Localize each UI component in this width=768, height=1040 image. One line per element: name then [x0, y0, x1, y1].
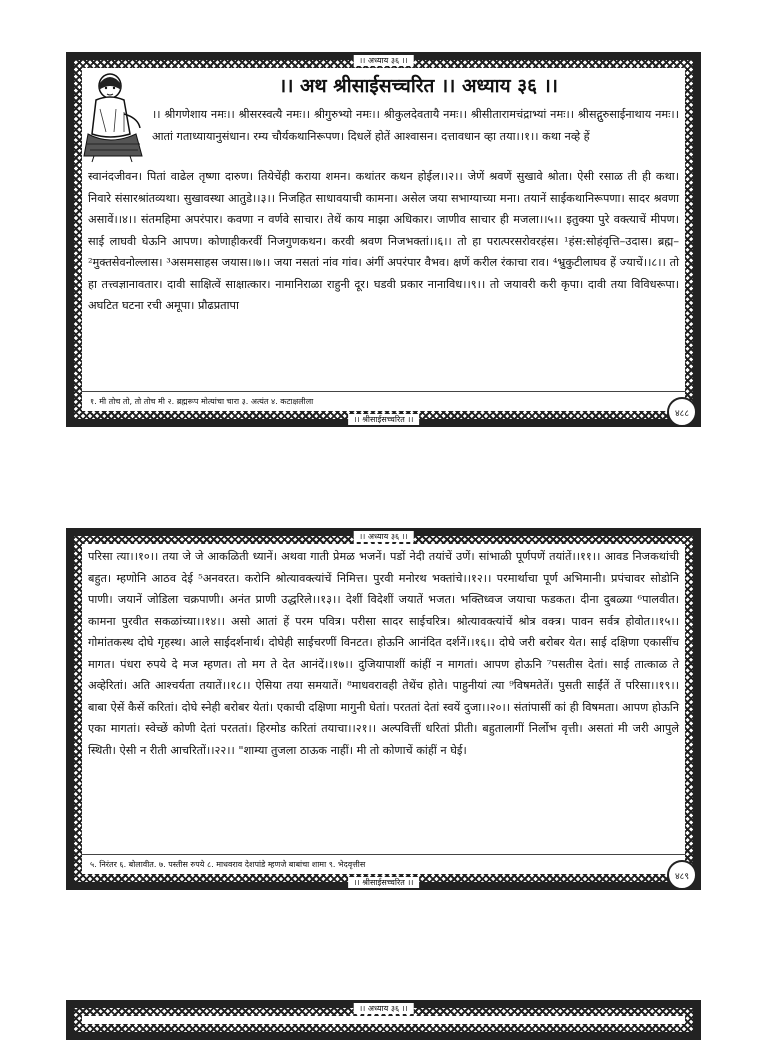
page-490-inner: [82, 1004, 685, 1024]
title-column: [152, 68, 685, 147]
chapter-label-top: ।। अध्याय ३६ ।।: [353, 531, 414, 542]
book-label-bottom: ।। श्रीसाईसच्चरित ।।: [348, 414, 420, 425]
chapter-label-top: ।। अध्याय ३६ ।।: [353, 55, 414, 66]
page-490-partial: [66, 1000, 701, 1040]
book-label-bottom: ।। श्रीसाईसच्चरित ।।: [348, 877, 420, 888]
page-488: [66, 52, 701, 427]
page-489-inner: [82, 532, 690, 887]
title-row: [82, 68, 685, 164]
chapter-label-top: ।। अध्याय ३६ ।।: [353, 1003, 414, 1014]
chapter-intro-text: ।। श्रीगणेशाय नमः।। श्रीसरस्वत्यै नमः।। श्रीगुरुभ्यो नमः।। श्रीकुलदेवतायै नमः।। श्रीसीतारामचंद्राभ्यां नमः।। श्रीसद्गुरुसाईनाथाय नमः।। आतां गताध्यायानुसंधान। रम्य चौर्यकथानिरूपण। दिधलें होतें आश्वासन। दत्तावधान व्हा तया।।१।। कथा नव्हे हें: [152, 108, 679, 143]
page-488-body-text: स्वानंदजीवन। पितां वाढेल तृष्णा दारुण। तियेचेंही कराया शमन। कथांतर कथन होईल।।२।। जेणें श्रवणें सुखावे श्रोता। ऐसी रसाळ ती ही कथा। निवारे संसारश्रांतव्यथा। सुखावस्था आतुडे।।३।। निजहित साधावयाची कामना। असेल जया सभाग्याच्या मना। तयानें साईकथानिरूपणा। सादर श्रवणा असावें।।४।। संतमहिमा अपरंपार। कवणा न वर्णवे साचार। तेथें काय माझा अधिकार। जाणीव साचार ही मजला।।५।। इतुक्या पुरे वक्त्याचें मीपण। साई लाघवी घेऊनि आपण। कोणाहीकरवीं निजगुणकथन। करवी श्रवण निजभक्तां।।६।। तो हा परात्परसरोवरहंस। ¹हंस:सोहंवृत्ति–उदास। ब्रह्म–²मुक्तसेवनोल्लास। ³असमसाहस जयास।।७।। जया नसतां नांव गांव। अंगीं अपरंपार वैभव। क्षणें करील रंकाचा राव। ⁴भ्रुकुटीलाघव हें ज्याचें।।८।। तो हा तत्त्वज्ञानावतार। दावी साक्षित्वें साक्षात्कार। नामानिराळा राहुनी दूर। घडवी प्रकार नानाविध।।९।। तो जयावरी करी कृपा। दावी तया विविधरूपा। अघटित घटना रची अमूपा। प्रौढप्रतापा: [88, 170, 679, 312]
chapter-title: ।। अथ श्रीसाईसच्चरित ।। अध्याय ३६ ।।: [279, 75, 558, 97]
page-488-inner: [82, 56, 690, 424]
page-489-footnotes: ५. निरंतर ६. बोलावीत. ७. पस्तीस रुपये ८. माधवराव देशपांडे म्हणजे बाबांचा शामा ९. भेदवृत्तीस: [82, 854, 685, 874]
page-number-badge: ४८८: [667, 397, 697, 427]
page-number-badge: ४८९: [667, 860, 697, 890]
page-489: [66, 528, 701, 890]
page-488-footnotes: १. मी तोच तो, तो तोच मी २. ब्रह्मरूप मोत्यांचा चारा ३. अत्यंत ४. कटाक्षलीला: [82, 391, 685, 411]
page-489-body-text: परिसा त्या।।१०।। तया जे जे आकळिती ध्यानें। अथवा गाती प्रेमळ भजनें। पडों नेदी तयांचें उणें। सांभाळी पूर्णपणें तयांतें।।११।। आवड निजकथांची बहुत। म्हणोनि आठव देई ⁵अनवरत। करोनि श्रोत्यावक्त्यांचें निमित्त। पुरवी मनोरथ भक्तांचे।।१२।। परमार्थाचा पूर्ण अभिमानी। प्रपंचावर सोडोनि पाणी। जयानें जोडिला चक्रपाणी। अनंत प्राणी उद्धरिले।।१३।। देशीं विदेशीं जयातें भजत। भक्तिध्वज जयाचा फडकत। दीना दुबळ्या ⁶पालवीत। कामना पुरवीत सकळांच्या।।१४।। असो आतां हें परम पवित्र। परीसा सादर साईचरित्र। श्रोत्यावक्त्यांचें श्रोत्र वक्त्र। पावन सर्वत्र होवोत।।१५।। गोमांतकस्थ दोघे गृहस्थ। आले साईदर्शनार्थ। दोघेही साईचरणीं विनटत। होऊनि आनंदित दर्शनें।।१६।। दोघे जरी बरोबर येत। साई दक्षिणा एकासींच मागत। पंधरा रुपये दे मज म्हणत। तो मग ते देत आनंदें।।१७।। दुजियापाशीं कांहीं न मागतां। आपण होऊनि ⁷पसतीस देतां। साई तात्काळ ते अव्हेरितां। अति आश्चर्यता तयातें।।१८।। ऐसिया तया समयातें। ⁸माधवरावही तेथेंच होते। पाहुनीयां त्या ⁹विषमतेतें। पुसती साईंतें तें परिसा।।१९।। बाबा ऐसें कैसें करितां। दोघे स्नेही बरोबर येतां। एकाची दक्षिणा मागुनी घेतां। परततां देतां स्वयें दुजा।।२०।। संतांपासीं कां ही विषमता। आपण होऊनि एका मागतां। स्वेच्छें कोणी देतां परततां। हिरमोड करितां तयाचा।।२१।। अल्पवित्तीं धरितां प्रीती। बहुतालागीं निर्लोभ वृत्ती। असतां मी जरी आपुले स्थिती। ऐसी न रीती आचरितों।।२२।। "शाम्या तुजला ठाऊक नाहीं। मी तो कोणाचें कांहीं न घेई।: [88, 550, 679, 757]
sai-baba-portrait-icon: [80, 64, 148, 164]
